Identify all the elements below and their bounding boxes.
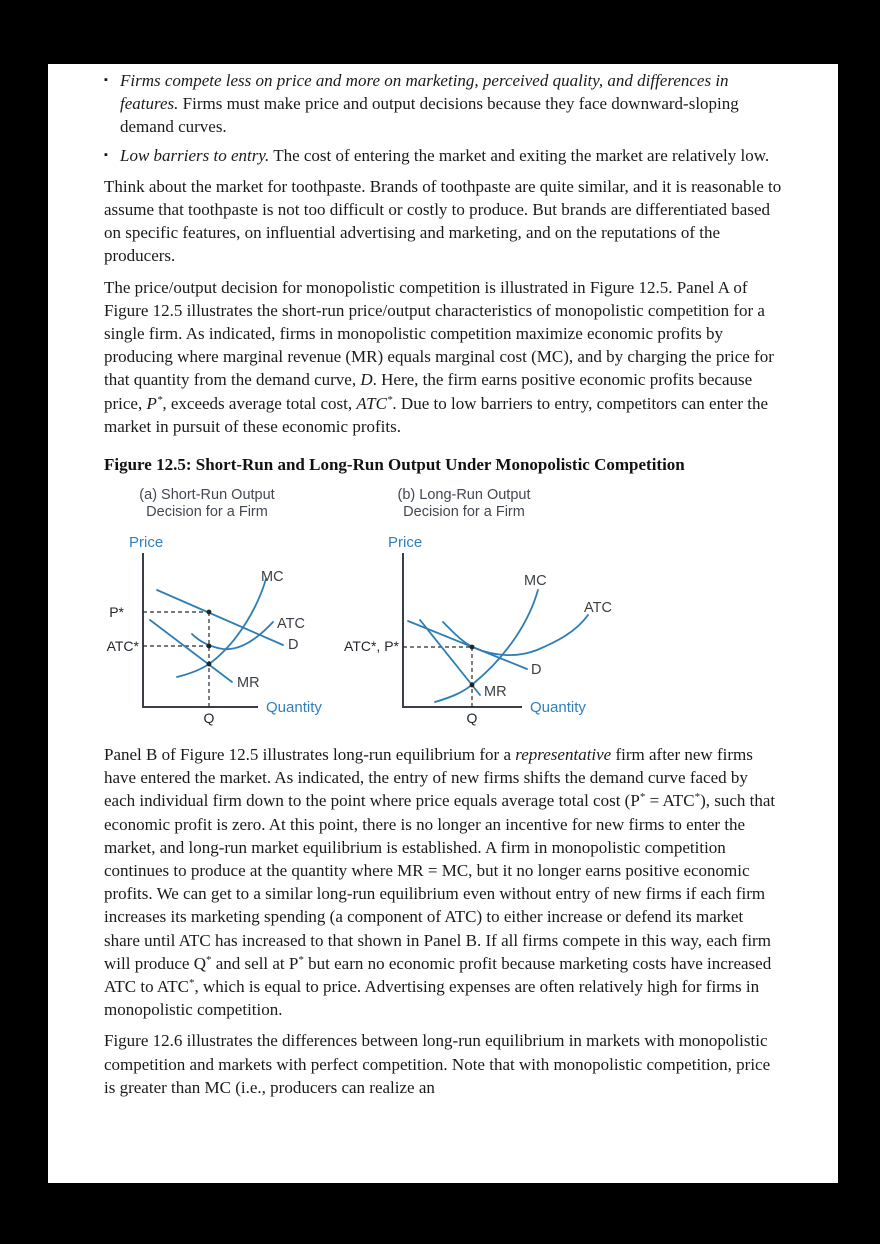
d-label-a: D	[288, 637, 299, 654]
text-run: . Here, the firm earns positive economic profits because price,	[104, 370, 753, 413]
text-run: = ATC	[645, 791, 695, 811]
atc-star-tick-a: ATC*	[106, 638, 139, 655]
text-run: firm after new firms have entered the market. As indicated, the entry of new firms shifts the demand curve faced by each individual firm down to the point where price equals average total cost (P	[104, 745, 753, 811]
superscript-star: *	[694, 791, 701, 804]
paragraph-panel-b	[104, 743, 782, 1021]
bullet-body: The cost of entering the market and exiting the market are relatively low.	[269, 145, 770, 165]
panel-b-title-line-1: (b) Long-Run Output	[397, 487, 531, 504]
demand-curve-a	[157, 590, 283, 645]
bullet-list	[104, 69, 782, 167]
bullet-lead-italic: Low barriers to entry.	[120, 145, 270, 165]
mc-label-a: MC	[261, 569, 284, 586]
figure-caption: Figure 12.5: Short-Run and Long-Run Output Under Monopolistic Competition	[104, 455, 685, 475]
mr-label-a: MR	[237, 675, 260, 692]
panel-a-diagram	[85, 485, 365, 730]
panel-b-diagram	[340, 485, 670, 730]
text-run: Panel B of Figure 12.5 illustrates long-run equilibrium for a	[104, 745, 516, 765]
p-star-tick-a: P*	[109, 604, 124, 621]
text-run: . Due to low barriers to entry, competitors can enter the market in pursuit of these economic profits.	[104, 393, 769, 436]
text-run: , which is equal to price. Advertising expenses are often relatively high for firms in monopolistic competition.	[104, 977, 760, 1020]
demand-curve-symbol: D	[360, 370, 373, 390]
bullet-text	[120, 144, 782, 167]
bullet-body: Firms must make price and output decisions because they face downward-sloping demand curves.	[120, 94, 739, 137]
d-label-b: D	[531, 662, 542, 679]
bullet-icon: ▪	[104, 74, 108, 86]
superscript-star: *	[298, 953, 304, 966]
paragraph-toothpaste: Think about the market for toothpaste. Brands of toothpaste are quite similar, and it is reasonable to assume that toothpaste is not too difficult or costly to produce. But brands are differentiated based on specific features, on influential advertising and marketing, and on the reputations of the producers.	[104, 176, 782, 266]
price-axis-label-b: Price	[388, 534, 423, 552]
figure-12-5	[48, 485, 838, 725]
atc-point-dot-a	[207, 644, 212, 649]
price-axis-label-a: Price	[129, 534, 164, 552]
mc-label-b: MC	[524, 573, 547, 590]
document-page	[48, 64, 838, 1183]
list-item	[104, 69, 782, 139]
superscript-star: *	[386, 393, 393, 406]
text-run: ), such that economic profit is zero. At this point, there is no longer an incentive for new firms to enter the market, and long-run market equilibrium is established. A firm in monopolistic competition continues to produce at the quantity where MR = MC, but it no longer earns positive economic profits. We can get to a similar long-run equilibrium even without entry of new firms if each firm increases its marketing spending (a component of ATC) to either increase or defend its market share until ATC has increased to that shown in Panel B. If all firms compete in this way, each firm will produce Q	[104, 791, 776, 973]
atc-symbol: ATC	[356, 393, 387, 413]
quantity-axis-label-b: Quantity	[530, 699, 586, 717]
q-tick-a: Q	[203, 710, 215, 727]
panel-a-title-line-2: Decision for a Firm	[146, 504, 268, 521]
list-item	[104, 144, 782, 167]
q-tick-b: Q	[466, 710, 478, 727]
text-run: and sell at P	[211, 953, 299, 973]
mr-mc-intersection-dot-a	[207, 662, 212, 667]
superscript-star: *	[639, 791, 646, 804]
tangency-dot-b	[470, 645, 475, 650]
price-symbol: P	[146, 393, 157, 413]
mr-label-b: MR	[484, 684, 507, 701]
superscript-star: *	[189, 977, 195, 990]
paragraph-figure125-intro	[104, 276, 782, 438]
atc-curve-b	[443, 615, 588, 655]
text-run: but earn no economic profit because marketing costs have increased ATC to ATC	[104, 953, 772, 997]
atc-p-star-tick-b: ATC*, P*	[344, 638, 399, 655]
panel-a-title-line-1: (a) Short-Run Output	[139, 487, 275, 504]
atc-label-b: ATC	[584, 600, 612, 617]
mr-mc-intersection-dot-b	[470, 683, 475, 688]
bullet-lead-italic: Firms compete less on price and more on marketing, perceived quality, and differences in features.	[120, 71, 729, 114]
quantity-axis-label-a: Quantity	[266, 699, 322, 717]
bullet-text	[120, 69, 782, 139]
bullet-icon: ▪	[104, 148, 108, 161]
representative-italic: representative	[515, 745, 612, 765]
text-run: The price/output decision for monopolistic competition is illustrated in Figure 12.5. Panel A of Figure 12.5 illustrates the short-run price/output characteristics of monopolistic competition for a single firm. As indicated, firms in monopolistic competition maximize economic profits by producing where marginal revenue (MR) equals marginal cost (MC), and by charging the price for that quantity from the demand curve,	[104, 277, 774, 390]
page-content	[48, 64, 838, 1099]
price-equilibrium-dot-a	[207, 610, 212, 615]
panel-b-title-line-2: Decision for a Firm	[403, 504, 525, 521]
paragraph-figure126-intro: Figure 12.6 illustrates the differences between long-run equilibrium in markets with monopolistic competition and markets with perfect competition. Note that with monopolistic competition, price is greater than MC (i.e., producers can realize an	[104, 1031, 771, 1097]
superscript-star: *	[205, 953, 212, 966]
mc-curve-a	[177, 579, 266, 677]
superscript-star: *	[156, 393, 163, 406]
text-run: , exceeds average total cost,	[162, 393, 357, 413]
atc-label-a: ATC	[277, 616, 305, 633]
